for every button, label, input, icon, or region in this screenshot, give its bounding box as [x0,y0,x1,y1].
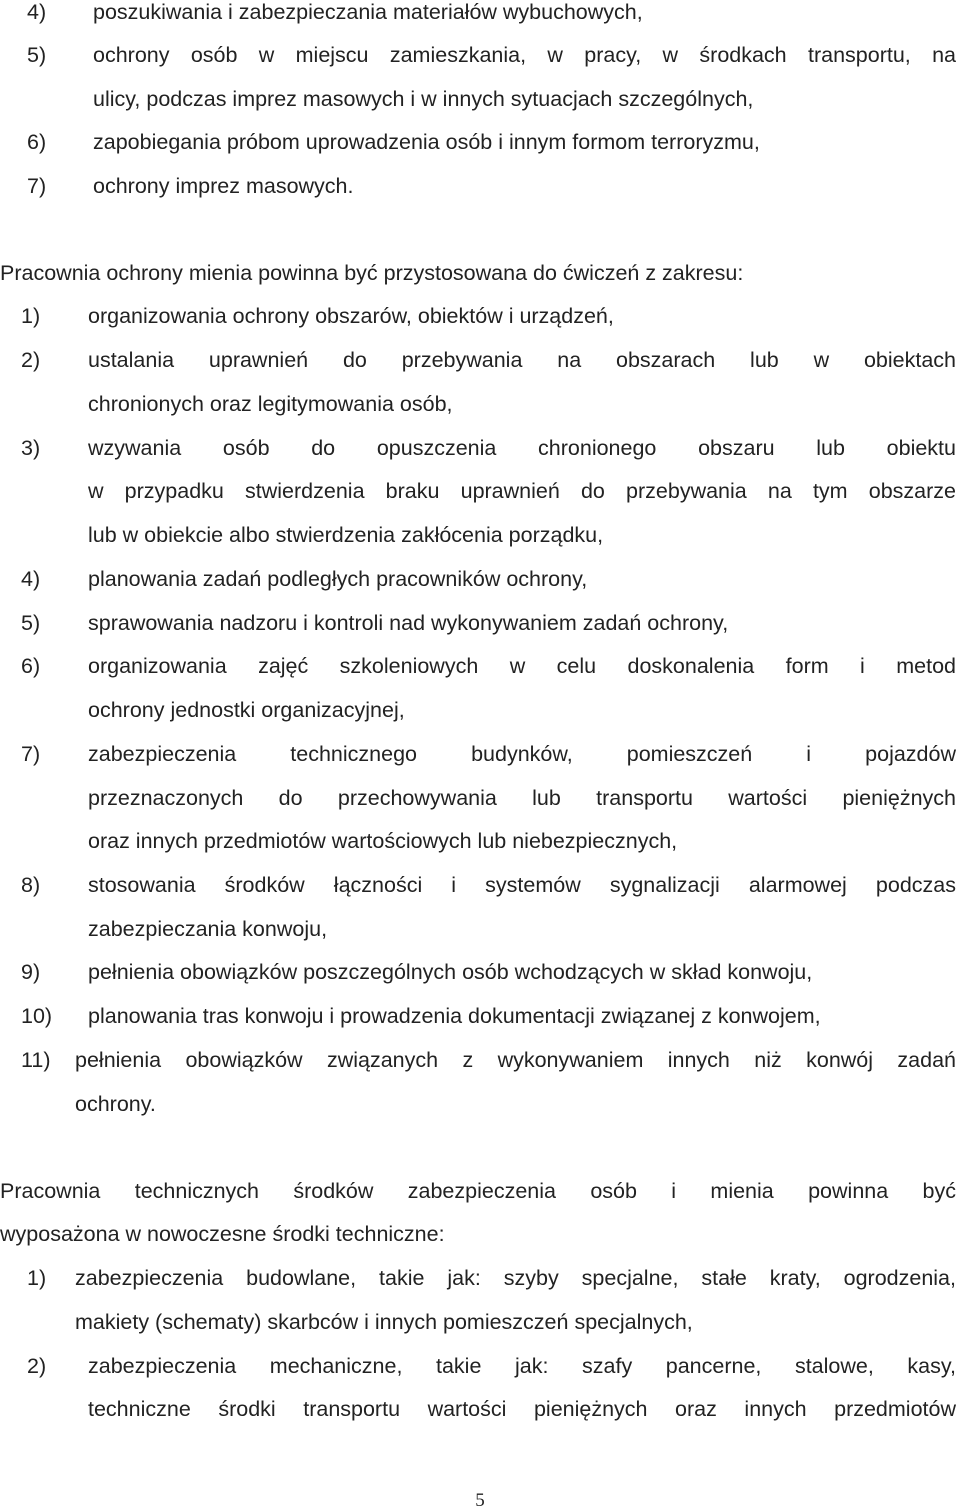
list-item-number: 11) [21,1048,51,1072]
list-item-text: w przypadku stwierdzenia braku uprawnień do przebywania na tym obszarze [88,479,956,503]
list-item-text: organizowania ochrony obszarów, obiektów i urządzeń, [88,304,614,328]
list-item-text: pełnienia obowiązków związanych z wykonywaniem innych niż konwój zadań [75,1048,956,1072]
list-item-text: organizowania zajęć szkoleniowych w celu doskonalenia form i metod [88,654,956,678]
list-item-number: 4) [21,567,41,591]
list-item-number: 7) [27,174,47,198]
list-item-text: wzywania osób do opuszczenia chronionego obszaru lub obiektu [88,436,956,460]
list-item-text: zabezpieczenia budowlane, takie jak: szyby specjalne, stałe kraty, ogrodzenia, [75,1266,956,1290]
list-item-number: 6) [21,654,41,678]
list-item-text: lub w obiekcie albo stwierdzenia zakłócenia porządku, [88,523,604,547]
list-item-number: 2) [27,1354,47,1378]
section-intro: Pracownia ochrony mienia powinna być przystosowana do ćwiczeń z zakresu: [0,261,744,285]
list-item-text: ulicy, podczas imprez masowych i w innych sytuacjach szczególnych, [93,87,754,111]
list-item-text: pełnienia obowiązków poszczególnych osób wchodzących w skład konwoju, [88,960,813,984]
list-item-text: poszukiwania i zabezpieczania materiałów wybuchowych, [93,0,643,24]
list-item-text: sprawowania nadzoru i kontroli nad wykonywaniem zadań ochrony, [88,611,729,635]
list-item-number: 4) [27,0,47,24]
list-item-text: zapobiegania próbom uprowadzenia osób i innym formom terroryzmu, [93,130,760,154]
list-item-text: ochrony. [75,1092,156,1116]
list-item-text: planowania tras konwoju i prowadzenia dokumentacji związanej z konwojem, [88,1004,821,1028]
list-item-number: 3) [21,436,41,460]
list-item-number: 8) [21,873,41,897]
list-item-number: 1) [21,304,41,328]
list-item-text: zabezpieczenia mechaniczne, takie jak: szafy pancerne, stalowe, kasy, [88,1354,956,1378]
section-intro: Pracownia technicznych środków zabezpieczenia osób i mienia powinna być [0,1179,956,1203]
list-item-number: 7) [21,742,41,766]
list-item-text: ustalania uprawnień do przebywania na obszarach lub w obiektach [88,348,956,372]
list-item-number: 5) [27,43,47,67]
list-item-text: oraz innych przedmiotów wartościowych lub niebezpiecznych, [88,829,678,853]
list-item-number: 10) [21,1004,53,1028]
list-item-text: chronionych oraz legitymowania osób, [88,392,453,416]
list-item-text: przeznaczonych do przechowywania lub transportu wartości pieniężnych [88,786,956,810]
section-intro: wyposażona w nowoczesne środki techniczne: [0,1222,445,1246]
list-item-text: ochrony osób w miejscu zamieszkania, w pracy, w środkach transportu, na [93,43,956,67]
list-item-text: techniczne środki transportu wartości pieniężnych oraz innych przedmiotów [88,1397,956,1421]
list-item-text: stosowania środków łączności i systemów sygnalizacji alarmowej podczas [88,873,956,897]
list-item-number: 2) [21,348,41,372]
list-item-number: 1) [27,1266,47,1290]
list-item-text: zabezpieczenia technicznego budynków, pomieszczeń i pojazdów [88,742,956,766]
list-item-text: ochrony jednostki organizacyjnej, [88,698,405,722]
list-item-number: 6) [27,130,47,154]
list-item-text: zabezpieczania konwoju, [88,917,328,941]
list-item-number: 5) [21,611,41,635]
list-item-text: ochrony imprez masowych. [93,174,354,198]
page-number: 5 [475,1490,485,1511]
list-item-text: makiety (schematy) skarbców i innych pomieszczeń specjalnych, [75,1310,693,1334]
list-item-number: 9) [21,960,41,984]
list-item-text: planowania zadań podległych pracowników ochrony, [88,567,588,591]
